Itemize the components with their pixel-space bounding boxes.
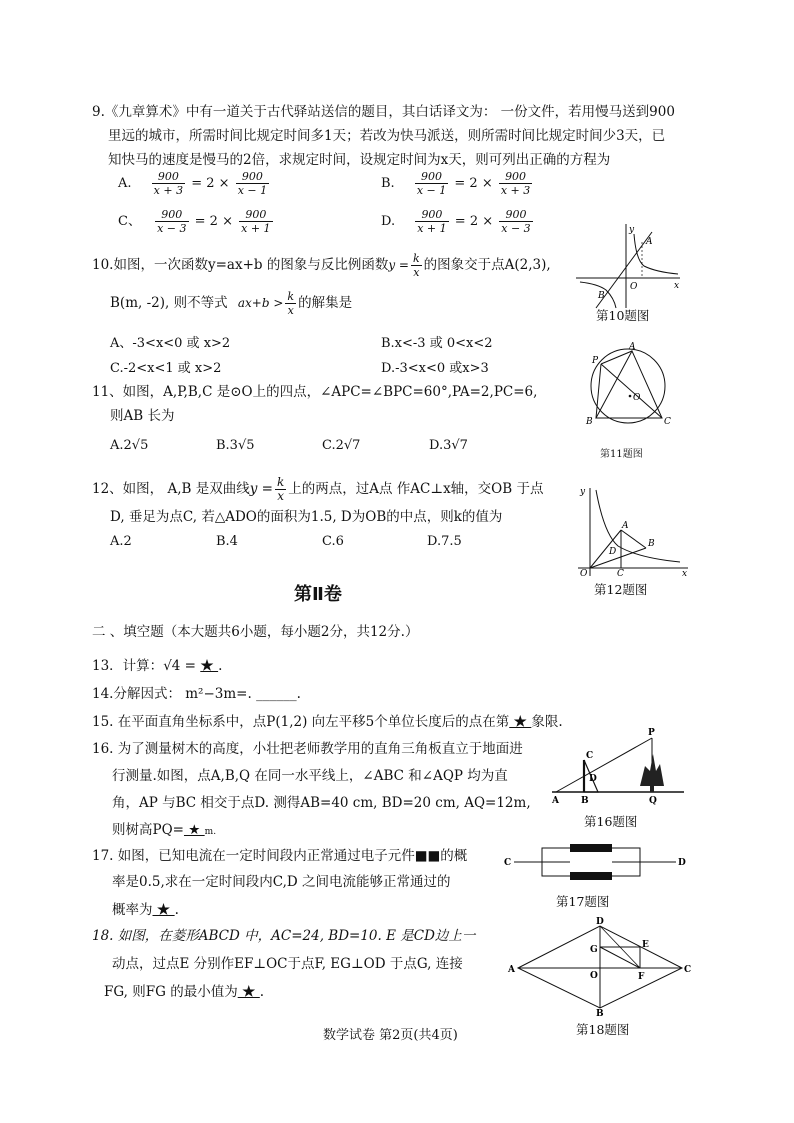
q9-option-c: C、 $\frac{900}{x - 3}$ = 2 × $\frac{900}{x + 1}$: [118, 208, 271, 235]
svg-text:x: x: [682, 569, 688, 578]
q9-line2: 里远的城市，所需时间比规定时间多1天；若改为快马派送，则所需时间比规定时间少3天，已: [108, 128, 666, 144]
svg-text:x: x: [674, 281, 680, 291]
q12-option-a: A.2: [110, 534, 132, 549]
q12-option-b: B.4: [216, 534, 238, 549]
q11-figure: [576, 340, 680, 436]
q10-line1: 10.如图，一次函数y=ax+b 的图象与反比例函数y = $\frac{k}{x}$ 的图象交于点A(2,3),: [92, 252, 551, 279]
svg-text:C: C: [504, 858, 512, 868]
q18-figure: [506, 916, 692, 1016]
q16-line2: 行测量.如图，点A,B,Q 在同一水平线上，∠ABC 和∠AQP 均为直: [112, 768, 508, 784]
q15: 15. 在平面直角坐标系中，点P(1,2) 向左平移5个单位长度后的点在第 ★ 象限.: [92, 714, 563, 730]
q18-line2: 动点，过点E 分别作EF⊥OC于点F, EG⊥OD 于点G, 连接: [112, 956, 463, 972]
q17-line3: 概率为 ★ .: [112, 902, 179, 918]
q10-line2: B(m, -2), 则不等式 ax+b > $\frac{k}{x}$ 的解集是: [110, 290, 353, 317]
svg-text:C: C: [617, 569, 624, 578]
svg-text:O: O: [630, 282, 638, 292]
svg-text:y: y: [580, 487, 586, 497]
q9-option-d: D. $\frac{900}{x + 1}$ = 2 × $\frac{900}{x - 3}$: [381, 208, 531, 235]
svg-text:A: A: [622, 521, 629, 531]
section2-heading: 二 、填空题（本大题共6小题，每小题2分，共12分.）: [92, 624, 419, 640]
q16-caption: 第16题图: [584, 814, 638, 829]
svg-text:B: B: [648, 539, 655, 549]
q10-option-b: B.x<-3 或 0<x<2: [381, 336, 493, 351]
svg-text:B: B: [586, 417, 593, 427]
q17-caption: 第17题图: [556, 894, 610, 909]
q9-line1: 9.《九章算术》中有一道关于古代驿站送信的题目，其白话译文为： 一份文件，若用慢马送到900: [92, 104, 675, 120]
svg-text:D: D: [596, 917, 604, 927]
q9-option-b: B. $\frac{900}{x - 1}$ = 2 × $\frac{900}{x + 3}$: [381, 170, 531, 197]
q12-line1: 12、如图， A,B 是双曲线y = $\frac{k}{x}$ 上的两点，过A点 作AC⊥x轴，交OB 于点: [92, 475, 544, 503]
svg-text:B: B: [581, 796, 589, 806]
svg-text:E: E: [642, 940, 649, 950]
svg-text:A: A: [552, 796, 559, 806]
q11-line1: 11、如图，A,P,B,C 是⊙O上的四点，∠APC=∠BPC=60°,PA=2,PC=6,: [92, 384, 538, 400]
q12-line2: D, 垂足为点C, 若△ADO的面积为1.5, D为OB的中点，则k的值为: [110, 509, 503, 525]
q11-option-a: A.2√5: [110, 438, 149, 453]
page-footer: 数学试卷 第2页(共4页): [323, 1028, 458, 1043]
svg-text:G: G: [590, 945, 598, 955]
q12-option-c: C.6: [322, 534, 344, 549]
q12-figure: [566, 484, 692, 578]
svg-text:F: F: [638, 972, 645, 982]
svg-text:P: P: [592, 356, 599, 366]
svg-text:A: A: [629, 342, 636, 352]
q11-line2: 则AB 长为: [110, 408, 175, 424]
q9-option-a: A. $\frac{900}{x + 3}$ = 2 × $\frac{900}{x - 1}$: [118, 170, 268, 197]
q11-caption: 第11题图: [600, 449, 643, 460]
svg-text:B: B: [596, 1009, 604, 1016]
q10-option-c: C.-2<x<1 或 x>2: [110, 361, 222, 376]
q16-line3: 角，AP 与BC 相交于点D. 测得AB=40 cm, BD=20 cm, AQ=12m,: [112, 795, 531, 811]
q12-option-d: D.7.5: [427, 534, 462, 549]
svg-text:O: O: [633, 393, 641, 403]
q16-line1: 16. 为了测量树木的高度，小壮把老师教学用的直角三角板直立于地面进: [92, 741, 523, 757]
svg-text:D: D: [678, 858, 686, 868]
svg-text:O: O: [590, 971, 598, 981]
q17-figure: [500, 842, 690, 888]
part2-title: 第Ⅱ卷: [294, 584, 342, 605]
q11-option-b: B.3√5: [216, 438, 255, 453]
q11-option-d: D.3√7: [429, 438, 468, 453]
svg-text:P: P: [648, 728, 655, 738]
svg-text:C: C: [586, 751, 594, 761]
q10-option-d: D.-3<x<0 或x>3: [381, 361, 489, 376]
q13: 13．计算：√4 = ★ .: [92, 658, 223, 674]
q17-line2: 率是0.5,求在一定时间段内C,D 之间电流能够正常通过的: [112, 874, 451, 890]
q18-line3: FG, 则FG 的最小值为 ★ .: [104, 984, 265, 1000]
svg-text:C: C: [664, 417, 671, 427]
q16-line4: 则树高PQ= ★ m.: [112, 822, 217, 838]
q12-caption: 第12题图: [594, 582, 648, 597]
svg-text:Q: Q: [649, 796, 657, 806]
svg-text:A: A: [646, 237, 653, 247]
svg-text:B: B: [598, 291, 605, 301]
svg-text:D: D: [609, 547, 617, 557]
q18-line1: 18. 如图，在菱形ABCD 中，AC=24, BD=10. E 是CD边上一: [92, 928, 476, 944]
svg-text:A: A: [508, 965, 515, 975]
svg-text:O: O: [580, 569, 588, 578]
q14: 14.分解因式： m²−3m=. ______.: [92, 686, 301, 702]
svg-text:y: y: [629, 225, 635, 235]
q10-figure: [572, 220, 684, 310]
svg-text:D: D: [589, 774, 597, 784]
q16-figure: [550, 726, 686, 812]
q18-caption: 第18题图: [576, 1022, 630, 1037]
q9-line3: 知快马的速度是慢马的2倍，求规定时间，设规定时间为x天，则可列出正确的方程为: [108, 152, 611, 168]
q11-option-c: C.2√7: [322, 438, 361, 453]
q17-line1: 17. 如图，已知电流在一定时间段内正常通过电子元件■■的概: [92, 848, 468, 864]
svg-text:C: C: [684, 965, 692, 975]
q10-caption: 第10题图: [596, 308, 650, 323]
q10-option-a: A、-3<x<0 或 x>2: [110, 336, 231, 351]
